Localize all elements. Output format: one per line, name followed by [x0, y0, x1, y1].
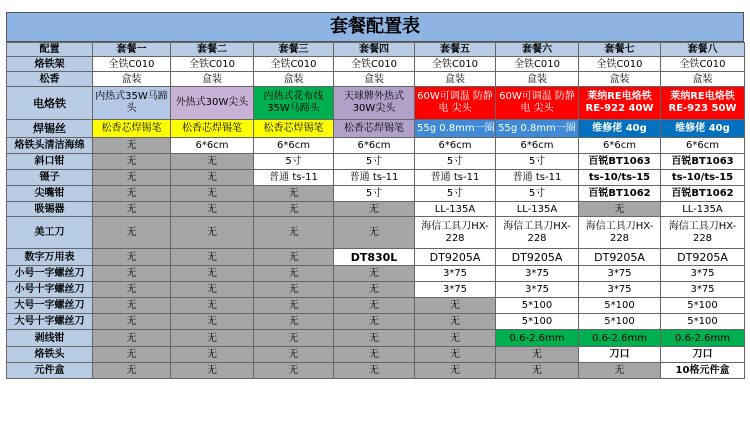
table-cell: 松香芯焊锡笔 — [254, 120, 334, 138]
table-cell: 维修佬 40g — [661, 120, 745, 138]
table-row — [7, 170, 745, 186]
table-cell: 无 — [254, 202, 334, 217]
table-cell: 6*6cm — [334, 138, 415, 154]
table-cell: 全铁C010 — [171, 57, 254, 72]
row-label: 美工刀 — [7, 217, 93, 249]
table-cell: 无 — [254, 266, 334, 282]
header-row — [7, 43, 745, 57]
table-cell: 无 — [496, 363, 579, 379]
table-cell: 5寸 — [254, 154, 334, 170]
table-row — [7, 72, 745, 87]
table-cell: 普通 ts-11 — [334, 170, 415, 186]
table-cell: 莱纳RE电烙铁RE-923 50W — [661, 87, 745, 120]
table-cell: 无 — [334, 363, 415, 379]
table-cell: 5*100 — [579, 314, 661, 330]
table-cell: 无 — [579, 363, 661, 379]
table-cell: 盒装 — [415, 72, 496, 87]
table-cell: ts-10/ts-15 — [579, 170, 661, 186]
table-cell: 无 — [254, 217, 334, 249]
table-cell: 无 — [254, 186, 334, 202]
table-cell: 5*100 — [496, 314, 579, 330]
table-cell: 无 — [254, 330, 334, 347]
table-cell: 3*75 — [496, 282, 579, 298]
table-cell: 无 — [171, 282, 254, 298]
table-row — [7, 120, 745, 138]
row-label: 小号一字螺丝刀 — [7, 266, 93, 282]
table-cell: 无 — [93, 298, 171, 314]
table-cell: 无 — [93, 249, 171, 266]
table-cell: 盒装 — [93, 72, 171, 87]
row-label: 镊子 — [7, 170, 93, 186]
header-cell: 套餐六 — [496, 43, 579, 57]
table-cell: 无 — [171, 202, 254, 217]
table-cell: 无 — [254, 347, 334, 363]
table-cell: 无 — [171, 347, 254, 363]
row-label: 斜口钳 — [7, 154, 93, 170]
table-row — [7, 154, 745, 170]
table-row — [7, 249, 745, 266]
table-cell: 无 — [415, 330, 496, 347]
table-cell: 3*75 — [661, 282, 745, 298]
table-cell: 天球牌外热式30W尖头 — [334, 87, 415, 120]
table-cell: 内热式35W马蹄头 — [93, 87, 171, 120]
table-cell: 6*6cm — [579, 138, 661, 154]
table-cell: DT9205A — [579, 249, 661, 266]
table-cell: 3*75 — [496, 266, 579, 282]
table-cell: 无 — [93, 138, 171, 154]
table-row — [7, 363, 745, 379]
row-label: 大号十字螺丝刀 — [7, 314, 93, 330]
header-cell: 套餐二 — [171, 43, 254, 57]
table-cell: 5寸 — [496, 186, 579, 202]
table-cell: 全铁C010 — [661, 57, 745, 72]
table-cell: 全铁C010 — [496, 57, 579, 72]
row-label: 烙铁头 — [7, 347, 93, 363]
row-label: 烙铁头清洁海绵 — [7, 138, 93, 154]
table-cell: 无 — [334, 266, 415, 282]
table-cell: 莱纳RE电烙铁RE-922 40W — [579, 87, 661, 120]
table-cell: 5*100 — [579, 298, 661, 314]
table-cell: 全铁C010 — [254, 57, 334, 72]
package-config-sheet — [6, 4, 744, 418]
table-cell: 0.6-2.6mm — [496, 330, 579, 347]
table-cell: 无 — [254, 282, 334, 298]
table-row — [7, 314, 745, 330]
table-cell: 普通 ts-11 — [496, 170, 579, 186]
table-cell: 全铁C010 — [334, 57, 415, 72]
table-row — [7, 217, 745, 249]
table-cell: 无 — [496, 347, 579, 363]
row-label: 元件盒 — [7, 363, 93, 379]
table-cell: DT9205A — [415, 249, 496, 266]
row-label: 数字万用表 — [7, 249, 93, 266]
table-row — [7, 87, 745, 120]
table-cell: 全铁C010 — [579, 57, 661, 72]
row-label: 电烙铁 — [7, 87, 93, 120]
table-cell: 无 — [415, 314, 496, 330]
table-cell: 维修佬 40g — [579, 120, 661, 138]
table-cell: 无 — [171, 314, 254, 330]
table-cell: DT9205A — [496, 249, 579, 266]
row-label: 大号一字螺丝刀 — [7, 298, 93, 314]
table-cell: 55g 0.8mm一圈 — [496, 120, 579, 138]
table-cell: 普通 ts-11 — [254, 170, 334, 186]
table-cell: 3*75 — [415, 282, 496, 298]
table-cell: 无 — [93, 217, 171, 249]
table-cell: 海信工具刀HX-228 — [661, 217, 745, 249]
table-cell: 5寸 — [334, 186, 415, 202]
table-cell: DT830L — [334, 249, 415, 266]
table-cell: 无 — [93, 363, 171, 379]
table-cell: 无 — [93, 154, 171, 170]
table-cell: DT9205A — [661, 249, 745, 266]
table-cell: 盒装 — [579, 72, 661, 87]
table-cell: 6*6cm — [254, 138, 334, 154]
table-cell: 无 — [334, 298, 415, 314]
table-cell: 6*6cm — [496, 138, 579, 154]
table-cell: 无 — [415, 363, 496, 379]
table-cell: 海信工具刀HX-228 — [496, 217, 579, 249]
table-cell: 无 — [93, 170, 171, 186]
table-cell: 无 — [334, 282, 415, 298]
table-cell: 松香芯焊锡笔 — [93, 120, 171, 138]
table-cell: 无 — [415, 298, 496, 314]
table-cell: 3*75 — [579, 282, 661, 298]
table-cell: 无 — [171, 249, 254, 266]
table-cell: 内热式花布线35W马蹄头 — [254, 87, 334, 120]
table-cell: 无 — [171, 266, 254, 282]
table-row — [7, 57, 745, 72]
table-cell: 5寸 — [415, 154, 496, 170]
row-label: 尖嘴钳 — [7, 186, 93, 202]
row-label: 吸锡器 — [7, 202, 93, 217]
table-cell: 全铁C010 — [93, 57, 171, 72]
sheet-title: 套餐配置表 — [6, 12, 744, 42]
table-row — [7, 330, 745, 347]
table-row — [7, 186, 745, 202]
table-cell: 百锐BT1063 — [661, 154, 745, 170]
table-cell: 无 — [171, 298, 254, 314]
table-cell: LL-135A — [415, 202, 496, 217]
header-cell: 套餐七 — [579, 43, 661, 57]
table-cell: 无 — [171, 186, 254, 202]
table-cell: 盒装 — [661, 72, 745, 87]
table-cell: 无 — [93, 186, 171, 202]
row-label: 小号十字螺丝刀 — [7, 282, 93, 298]
table-cell: 5寸 — [496, 154, 579, 170]
table-cell: 盒装 — [171, 72, 254, 87]
table-cell: 无 — [254, 298, 334, 314]
table-cell: 5寸 — [415, 186, 496, 202]
table-cell: 无 — [254, 249, 334, 266]
table-cell: 刀口 — [579, 347, 661, 363]
header-cell: 套餐一 — [93, 43, 171, 57]
table-cell: 松香芯焊锡笔 — [334, 120, 415, 138]
table-cell: 无 — [171, 217, 254, 249]
table-cell: 全铁C010 — [415, 57, 496, 72]
table-cell: 无 — [93, 314, 171, 330]
table-cell: 无 — [171, 363, 254, 379]
table-cell: 0.6-2.6mm — [661, 330, 745, 347]
table-cell: 60W可调温 防静电 尖头 — [496, 87, 579, 120]
table-cell: 无 — [334, 347, 415, 363]
row-label: 烙铁架 — [7, 57, 93, 72]
table-cell: 0.6-2.6mm — [579, 330, 661, 347]
header-cell: 套餐八 — [661, 43, 745, 57]
table-cell: 6*6cm — [661, 138, 745, 154]
row-label: 剥线钳 — [7, 330, 93, 347]
table-row — [7, 282, 745, 298]
table-cell: 无 — [171, 330, 254, 347]
table-cell: 百锐BT1062 — [661, 186, 745, 202]
table-cell: 盒装 — [496, 72, 579, 87]
table-cell: 无 — [415, 347, 496, 363]
table-cell: 无 — [93, 202, 171, 217]
table-cell: 5*100 — [661, 298, 745, 314]
table-cell: ts-10/ts-15 — [661, 170, 745, 186]
table-cell: 无 — [254, 314, 334, 330]
table-cell: 无 — [93, 282, 171, 298]
table-cell: 无 — [171, 170, 254, 186]
table-cell: 无 — [579, 202, 661, 217]
table-row — [7, 347, 745, 363]
table-cell: 盒装 — [254, 72, 334, 87]
header-cell: 配置 — [7, 43, 93, 57]
table-cell: 外热式30W尖头 — [171, 87, 254, 120]
table-cell: 海信工具刀HX-228 — [579, 217, 661, 249]
table-cell: 3*75 — [579, 266, 661, 282]
table-cell: 6*6cm — [415, 138, 496, 154]
table-cell: 60W可调温 防静电 尖头 — [415, 87, 496, 120]
table-cell: 55g 0.8mm一圈 — [415, 120, 496, 138]
table-cell: 无 — [171, 154, 254, 170]
table-row — [7, 138, 745, 154]
header-cell: 套餐五 — [415, 43, 496, 57]
table-cell: 盒装 — [334, 72, 415, 87]
table-row — [7, 266, 745, 282]
table-cell: 无 — [334, 217, 415, 249]
table-cell: 5*100 — [661, 314, 745, 330]
table-cell: 无 — [93, 266, 171, 282]
config-table — [6, 42, 745, 379]
table-cell: 3*75 — [661, 266, 745, 282]
table-cell: 百锐BT1062 — [579, 186, 661, 202]
table-cell: LL-135A — [496, 202, 579, 217]
table-cell: LL-135A — [661, 202, 745, 217]
table-cell: 松香芯焊锡笔 — [171, 120, 254, 138]
table-cell: 无 — [93, 347, 171, 363]
table-cell: 普通 ts-11 — [415, 170, 496, 186]
table-row — [7, 202, 745, 217]
table-cell: 无 — [93, 330, 171, 347]
table-cell: 5*100 — [496, 298, 579, 314]
table-cell: 10格元件盒 — [661, 363, 745, 379]
header-cell: 套餐四 — [334, 43, 415, 57]
table-cell: 无 — [334, 330, 415, 347]
header-cell: 套餐三 — [254, 43, 334, 57]
table-cell: 刀口 — [661, 347, 745, 363]
table-row — [7, 298, 745, 314]
row-label: 焊锡丝 — [7, 120, 93, 138]
table-cell: 3*75 — [415, 266, 496, 282]
row-label: 松香 — [7, 72, 93, 87]
table-cell: 5寸 — [334, 154, 415, 170]
table-cell: 6*6cm — [171, 138, 254, 154]
table-cell: 无 — [334, 314, 415, 330]
table-cell: 百锐BT1063 — [579, 154, 661, 170]
table-cell: 无 — [334, 202, 415, 217]
table-cell: 无 — [254, 363, 334, 379]
table-cell: 海信工具刀HX-228 — [415, 217, 496, 249]
